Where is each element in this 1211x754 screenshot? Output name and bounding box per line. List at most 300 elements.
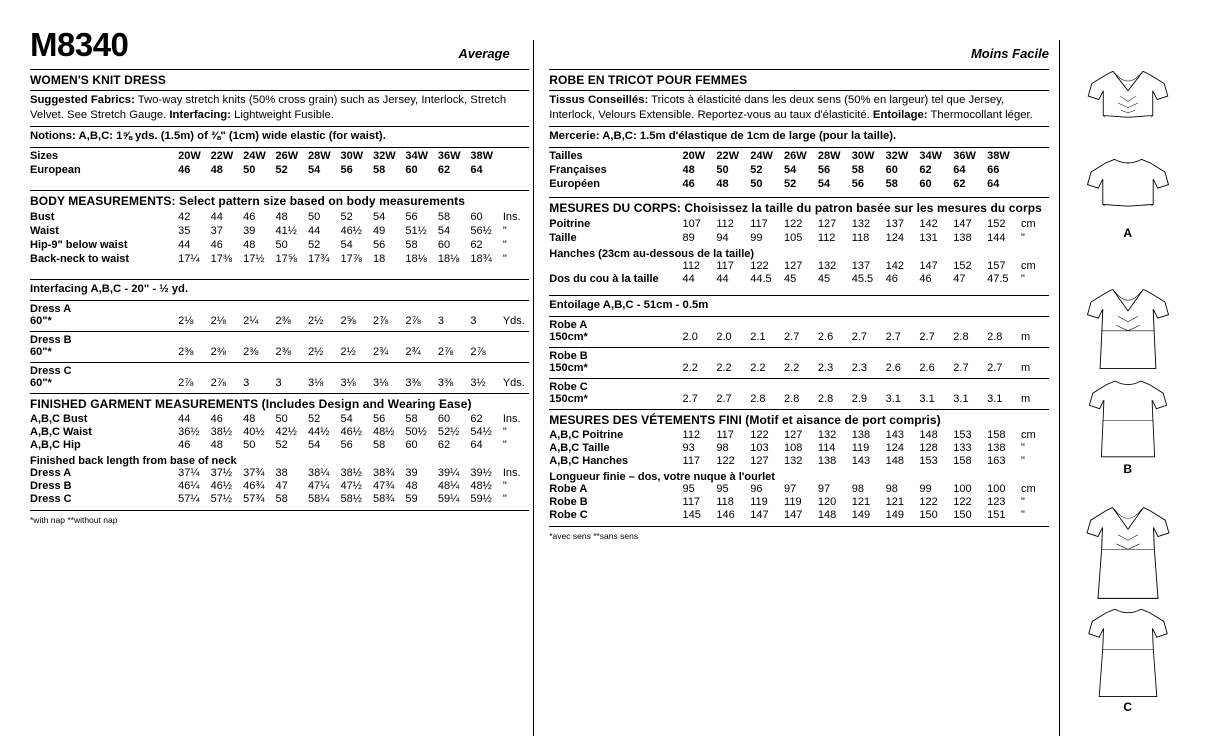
value-cell: 2⅞: [178, 377, 194, 390]
value-cell: 3: [243, 377, 250, 390]
value-cell: 47.5: [987, 273, 1009, 286]
row-label: Hip-9" below waist: [30, 238, 128, 251]
value-cell: 97: [784, 483, 797, 496]
value-cell: 18⅛: [405, 252, 427, 265]
value-cell: 95: [682, 483, 695, 496]
row-label: A,B,C Waist: [30, 426, 92, 439]
size-cell: 46: [178, 163, 191, 176]
row-label: Robe C: [549, 509, 588, 522]
value-cell: 44: [716, 273, 729, 286]
value-cell: 132: [817, 260, 837, 273]
unit-cell: m: [1020, 393, 1031, 406]
value-cell: 2¾: [405, 346, 421, 359]
value-cell: 89: [682, 231, 695, 244]
divider: [549, 126, 1048, 127]
hip-table-fr: [549, 260, 1048, 286]
interfacing-line-en: [30, 282, 529, 297]
value-cell: 127: [784, 260, 803, 273]
value-cell: 119: [784, 496, 802, 509]
size-cell: 26W: [784, 149, 807, 162]
unit-cell: ": [502, 224, 507, 237]
size-cell: 50: [243, 163, 256, 176]
sizes-label-en: Sizes: [30, 149, 59, 162]
back-length-table-en: [30, 467, 529, 506]
value-cell: 121: [885, 496, 904, 509]
value-cell: 60: [405, 439, 418, 452]
unit-cell: ": [1020, 442, 1025, 455]
table-row: [30, 149, 529, 163]
value-cell: 112: [817, 231, 836, 244]
value-cell: 2.7: [987, 362, 1003, 375]
fabrics-text-en: Two-way stretch knits (50% cross grain) such as Jersey, Interlock, Stretch Velvet. See Stretch Gauge.: [30, 94, 507, 121]
divider: [30, 126, 529, 127]
value-cell: 58¼: [308, 493, 330, 506]
value-cell: 112: [716, 217, 734, 230]
row-label: Dress B: [30, 480, 72, 493]
size-cell: 56: [340, 163, 353, 176]
value-cell: 138: [953, 231, 972, 244]
value-cell: 38¾: [372, 467, 395, 480]
value-cell: 59¼: [437, 493, 460, 506]
interfacing-text-en: Lightweight Fusible.: [230, 108, 334, 121]
value-cell: 97: [817, 483, 831, 496]
dress-c-yardage-en: [30, 377, 529, 390]
size-cell: 58: [851, 163, 864, 176]
body-measurements-table-fr: [549, 217, 1048, 245]
illustration-view-a: [1057, 66, 1200, 284]
europeen-label: Européen: [549, 177, 600, 190]
hip-head-fr: Hanches (23cm au-dessous de la taille): [549, 247, 755, 260]
value-cell: 123: [987, 496, 1006, 509]
size-cell: 50: [750, 177, 763, 190]
value-cell: 46½: [340, 426, 362, 439]
value-cell: 3: [437, 315, 445, 328]
value-cell: 41½: [275, 224, 297, 237]
value-cell: 60: [437, 238, 451, 251]
value-cell: 2.7: [919, 331, 935, 344]
difficulty-english: Average: [458, 46, 510, 61]
size-cell: 52: [784, 177, 797, 190]
fabric-width: 60"*: [30, 315, 52, 328]
value-cell: 122: [953, 496, 972, 509]
value-cell: 52: [340, 210, 353, 223]
value-cell: 46: [210, 238, 223, 251]
table-row: [549, 260, 1048, 273]
value-cell: 58: [405, 238, 418, 251]
size-cell: 64: [470, 163, 483, 176]
value-cell: 2⅜: [243, 346, 259, 359]
value-cell: 58¾: [372, 493, 395, 506]
value-cell: 2⅜: [210, 346, 226, 359]
value-cell: 46¼: [178, 480, 200, 493]
value-cell: 2.8: [953, 331, 969, 344]
value-cell: 47½: [340, 480, 362, 493]
value-cell: 127: [750, 455, 769, 468]
value-cell: 2.0: [682, 331, 698, 344]
dress-c-back-drawing: [1074, 604, 1182, 700]
size-cell: 54: [784, 163, 797, 176]
robe-a-title-fr: Robe A: [549, 318, 588, 331]
interfacing-label-fr: Entoilage:: [872, 108, 928, 121]
value-cell: 46¾: [243, 480, 265, 493]
dress-b-back-drawing: [1074, 376, 1182, 462]
row-label: A,B,C Bust: [30, 413, 88, 426]
value-cell: 2½: [308, 346, 324, 359]
column-divider-2: [1059, 40, 1060, 736]
unit-cell: [503, 163, 529, 177]
fabrics-label-fr: Tissus Conseillés:: [549, 94, 649, 106]
table-row: [30, 377, 529, 390]
unit-cell: Ins.: [502, 467, 521, 480]
size-cell: 52: [750, 163, 763, 176]
value-cell: 138: [817, 455, 837, 468]
unit-cell: Ins.: [502, 210, 521, 223]
value-cell: 18: [372, 252, 386, 265]
unit-cell: [1021, 163, 1049, 177]
value-cell: 118: [716, 496, 734, 509]
table-row: [549, 393, 1048, 406]
value-cell: 62: [470, 413, 483, 426]
row-label: Poitrine: [549, 217, 591, 230]
value-cell: 48: [275, 210, 288, 223]
value-cell: 131: [919, 231, 938, 244]
finished-measurements-head-en: FINISHED GARMENT MEASUREMENTS (Includes Design and Wearing Ease): [30, 396, 472, 411]
value-cell: 52: [308, 238, 321, 251]
value-cell: 118: [851, 231, 870, 244]
dress-b-title-en: Dress B: [30, 333, 72, 346]
table-row: [30, 210, 529, 224]
value-cell: 98: [885, 483, 898, 496]
size-cell: 34W: [919, 149, 943, 162]
suggested-fabrics-en: [30, 93, 529, 123]
unit-cell: m: [1020, 331, 1031, 344]
view-letter-a: A: [1123, 226, 1133, 240]
size-cell: 38W: [470, 149, 493, 162]
table-row: [549, 509, 1048, 522]
value-cell: 39: [243, 224, 256, 237]
unit-cell: [1021, 149, 1049, 163]
footnote-en: *with nap **without nap: [30, 514, 118, 525]
row-label: Taille: [549, 231, 577, 244]
value-cell: 50: [243, 439, 256, 452]
value-cell: 117: [716, 260, 734, 273]
size-cell: 54: [308, 163, 321, 176]
value-cell: 37¾: [243, 467, 265, 480]
table-row: [30, 346, 529, 359]
table-row: [30, 493, 529, 506]
value-cell: 3.1: [919, 393, 935, 406]
table-row: [30, 252, 529, 266]
size-cell: 66: [987, 163, 1000, 176]
robe-a-yardage-fr: [549, 331, 1048, 344]
row-label: Robe A: [549, 483, 588, 496]
finished-measurements-table-en: [30, 413, 529, 452]
divider: [30, 147, 529, 148]
value-cell: 46: [178, 439, 191, 452]
divider: [30, 393, 529, 394]
value-cell: 2¾: [372, 346, 389, 359]
value-cell: 158: [987, 429, 1006, 442]
value-cell: 60: [437, 413, 451, 426]
fabric-width: 150cm*: [549, 331, 588, 344]
value-cell: 147: [784, 509, 803, 522]
body-measurements-head-en: BODY MEASUREMENTS: Select pattern size based on body measurements: [30, 193, 466, 208]
row-label: Dress A: [30, 467, 72, 480]
value-cell: 47: [275, 480, 288, 493]
size-cell: 30W: [340, 149, 364, 162]
size-cell: 64: [987, 177, 1000, 190]
size-cell: 30W: [851, 149, 875, 162]
value-cell: 122: [919, 496, 938, 509]
value-cell: 54½: [470, 426, 492, 439]
value-cell: 142: [919, 217, 938, 230]
value-cell: 3.1: [885, 393, 901, 406]
value-cell: 122: [750, 429, 769, 442]
value-cell: 100: [987, 483, 1006, 496]
content-columns: [30, 66, 1199, 720]
value-cell: 54: [340, 413, 353, 426]
unit-cell: ": [502, 480, 507, 493]
divider: [30, 190, 529, 191]
value-cell: 98: [851, 483, 864, 496]
size-cell: 32W: [372, 149, 396, 162]
value-cell: 3: [470, 315, 477, 328]
unit-cell: ": [1020, 273, 1025, 286]
value-cell: 52: [308, 413, 321, 426]
value-cell: 37: [210, 224, 223, 237]
value-cell: 137: [885, 217, 904, 230]
body-measurements-table-en: [30, 210, 529, 266]
size-cell: 28W: [817, 149, 841, 162]
value-cell: 50: [308, 210, 321, 223]
value-cell: 2.8: [987, 331, 1003, 344]
value-cell: 46: [885, 273, 898, 286]
value-cell: 149: [885, 509, 904, 522]
value-cell: 2⅞: [437, 346, 454, 359]
table-row: [549, 496, 1048, 509]
francaises-label: Françaises: [549, 163, 607, 176]
size-cell: 64: [953, 163, 966, 176]
value-cell: 58½: [340, 493, 362, 506]
unit-cell: [1021, 177, 1049, 191]
value-cell: 143: [851, 455, 871, 468]
value-cell: 99: [919, 483, 932, 496]
table-row: [30, 224, 529, 238]
size-cell: 28W: [308, 149, 331, 162]
value-cell: 2⅞: [405, 315, 421, 328]
view-letter-c: C: [1123, 700, 1133, 714]
table-row: [549, 149, 1048, 163]
value-cell: 44.5: [750, 273, 772, 286]
value-cell: 2.1: [750, 331, 766, 344]
value-cell: 50: [275, 413, 288, 426]
dress-a-back-drawing: [1074, 154, 1182, 226]
value-cell: 150: [919, 509, 938, 522]
value-cell: 3⅛: [308, 377, 324, 390]
value-cell: 44: [210, 210, 223, 223]
size-cell: 62: [953, 177, 966, 190]
size-cell: 24W: [750, 149, 773, 162]
value-cell: 48: [243, 413, 256, 426]
value-cell: 148: [885, 455, 904, 468]
value-cell: 57¼: [178, 493, 200, 506]
value-cell: 46½: [210, 480, 233, 493]
footnote-fr: *avec sens **sans sens: [549, 530, 639, 541]
value-cell: 112: [682, 260, 701, 273]
back-length-head-en: Finished back length from base of neck: [30, 454, 237, 467]
unit-cell: ": [502, 439, 507, 452]
european-label-en: European: [30, 163, 81, 176]
value-cell: 112: [682, 429, 701, 442]
value-cell: 149: [851, 509, 871, 522]
value-cell: 18⅛: [437, 252, 460, 265]
value-cell: 56: [340, 439, 353, 452]
divider: [549, 295, 1048, 296]
row-label: Waist: [30, 224, 59, 237]
table-row: [549, 177, 1048, 191]
value-cell: 2.6: [817, 331, 834, 344]
value-cell: 57¾: [243, 493, 265, 506]
value-cell: 48: [243, 238, 256, 251]
value-cell: 62: [437, 439, 451, 452]
size-cell: 50: [716, 163, 729, 176]
value-cell: 105: [784, 231, 803, 244]
value-cell: 144: [987, 231, 1006, 244]
divider: [30, 69, 529, 70]
unit-cell: Ins.: [502, 413, 521, 426]
value-cell: 145: [682, 509, 701, 522]
value-cell: 47¼: [308, 480, 330, 493]
value-cell: 119: [750, 496, 768, 509]
value-cell: 17¾: [308, 252, 330, 265]
value-cell: 39: [405, 467, 418, 480]
value-cell: 151: [987, 509, 1006, 522]
value-cell: 38: [275, 467, 288, 480]
finished-measurements-table-fr: [549, 429, 1048, 468]
value-cell: 146: [716, 509, 735, 522]
back-length-head-fr: Longueur finie – dos, votre nuque à l'ourlet: [549, 470, 775, 483]
value-cell: 117: [750, 217, 768, 230]
value-cell: 142: [885, 260, 904, 273]
value-cell: 45: [817, 273, 831, 286]
row-label: Dos du cou à la taille: [549, 273, 659, 286]
value-cell: 2⅜: [275, 346, 291, 359]
value-cell: 3: [275, 377, 282, 390]
title-french: ROBE EN TRICOT POUR FEMMES: [549, 73, 748, 87]
unit-cell: ": [1020, 455, 1025, 468]
value-cell: 117: [682, 455, 701, 468]
value-cell: 3⅛: [372, 377, 389, 390]
french-column: [549, 66, 1048, 720]
dress-a-title-en: Dress A: [30, 302, 72, 315]
value-cell: 2.2: [716, 362, 732, 375]
value-cell: 122: [716, 455, 735, 468]
size-cell: 48: [716, 177, 729, 190]
unit-cell: ": [502, 252, 507, 265]
value-cell: 46: [919, 273, 932, 286]
value-cell: 150: [953, 509, 972, 522]
size-cell: 58: [885, 177, 898, 190]
size-cell: 60: [919, 177, 932, 190]
value-cell: 2.8: [784, 393, 800, 406]
size-cell: 36W: [953, 149, 976, 162]
value-cell: 64: [470, 439, 483, 452]
sizes-table-en: [30, 149, 529, 177]
title-english: WOMEN'S KNIT DRESS: [30, 73, 166, 87]
robe-b-title-fr: Robe B: [549, 349, 588, 362]
dress-c-front-drawing: [1074, 502, 1182, 602]
row-label: A,B,C Hanches: [549, 455, 629, 468]
unit-cell: ": [502, 426, 507, 439]
value-cell: 60: [470, 210, 483, 223]
fabric-width: 150cm*: [549, 362, 588, 375]
table-row: [549, 163, 1048, 177]
value-cell: 39¼: [437, 467, 460, 480]
english-column: [30, 66, 529, 720]
value-cell: 98: [716, 442, 729, 455]
row-label: Bust: [30, 210, 55, 223]
value-cell: 2.9: [851, 393, 868, 406]
value-cell: 46: [210, 413, 223, 426]
fabric-width: 60"*: [30, 377, 52, 390]
notions-text-fr: Mercerie: A,B,C: 1.5m d'élastique de 1cm de large (pour la taille).: [549, 129, 897, 142]
value-cell: 54: [308, 439, 321, 452]
value-cell: 56½: [470, 224, 492, 237]
value-cell: 132: [784, 455, 803, 468]
value-cell: 137: [851, 260, 871, 273]
value-cell: 2.6: [885, 362, 901, 375]
size-cell: 48: [210, 163, 223, 176]
value-cell: 54: [372, 210, 386, 223]
row-label: Dress C: [30, 493, 72, 506]
value-cell: 120: [817, 496, 837, 509]
size-cell: 20W: [682, 149, 706, 162]
value-cell: 58: [275, 493, 288, 506]
size-cell: 56: [851, 177, 864, 190]
size-cell: 38W: [987, 149, 1010, 162]
value-cell: 3⅜: [405, 377, 421, 390]
divider: [549, 147, 1048, 148]
unit-cell: ": [1020, 509, 1025, 522]
value-cell: 2.7: [716, 393, 732, 406]
value-cell: 132: [817, 429, 837, 442]
value-cell: 94: [716, 231, 729, 244]
value-cell: 2.2: [784, 362, 800, 375]
value-cell: 17⅜: [210, 252, 233, 265]
divider: [30, 300, 529, 301]
size-cell: 22W: [210, 149, 234, 162]
value-cell: 119: [851, 442, 870, 455]
divider: [30, 331, 529, 332]
value-cell: 45.5: [851, 273, 874, 286]
value-cell: 2¼: [243, 315, 259, 328]
unit-cell: cm: [1020, 260, 1036, 273]
robe-c-title-fr: Robe C: [549, 380, 588, 393]
divider: [549, 347, 1048, 348]
value-cell: 50: [275, 238, 288, 251]
row-label: A,B,C Taille: [549, 442, 610, 455]
value-cell: 48: [210, 439, 223, 452]
table-row: [549, 455, 1048, 468]
size-cell: 54: [817, 177, 831, 190]
value-cell: 2.3: [851, 362, 868, 375]
table-row: [549, 429, 1048, 442]
table-row: [549, 442, 1048, 455]
table-row: [30, 238, 529, 252]
table-row: [30, 413, 529, 426]
value-cell: 17⅝: [275, 252, 297, 265]
value-cell: 100: [953, 483, 972, 496]
